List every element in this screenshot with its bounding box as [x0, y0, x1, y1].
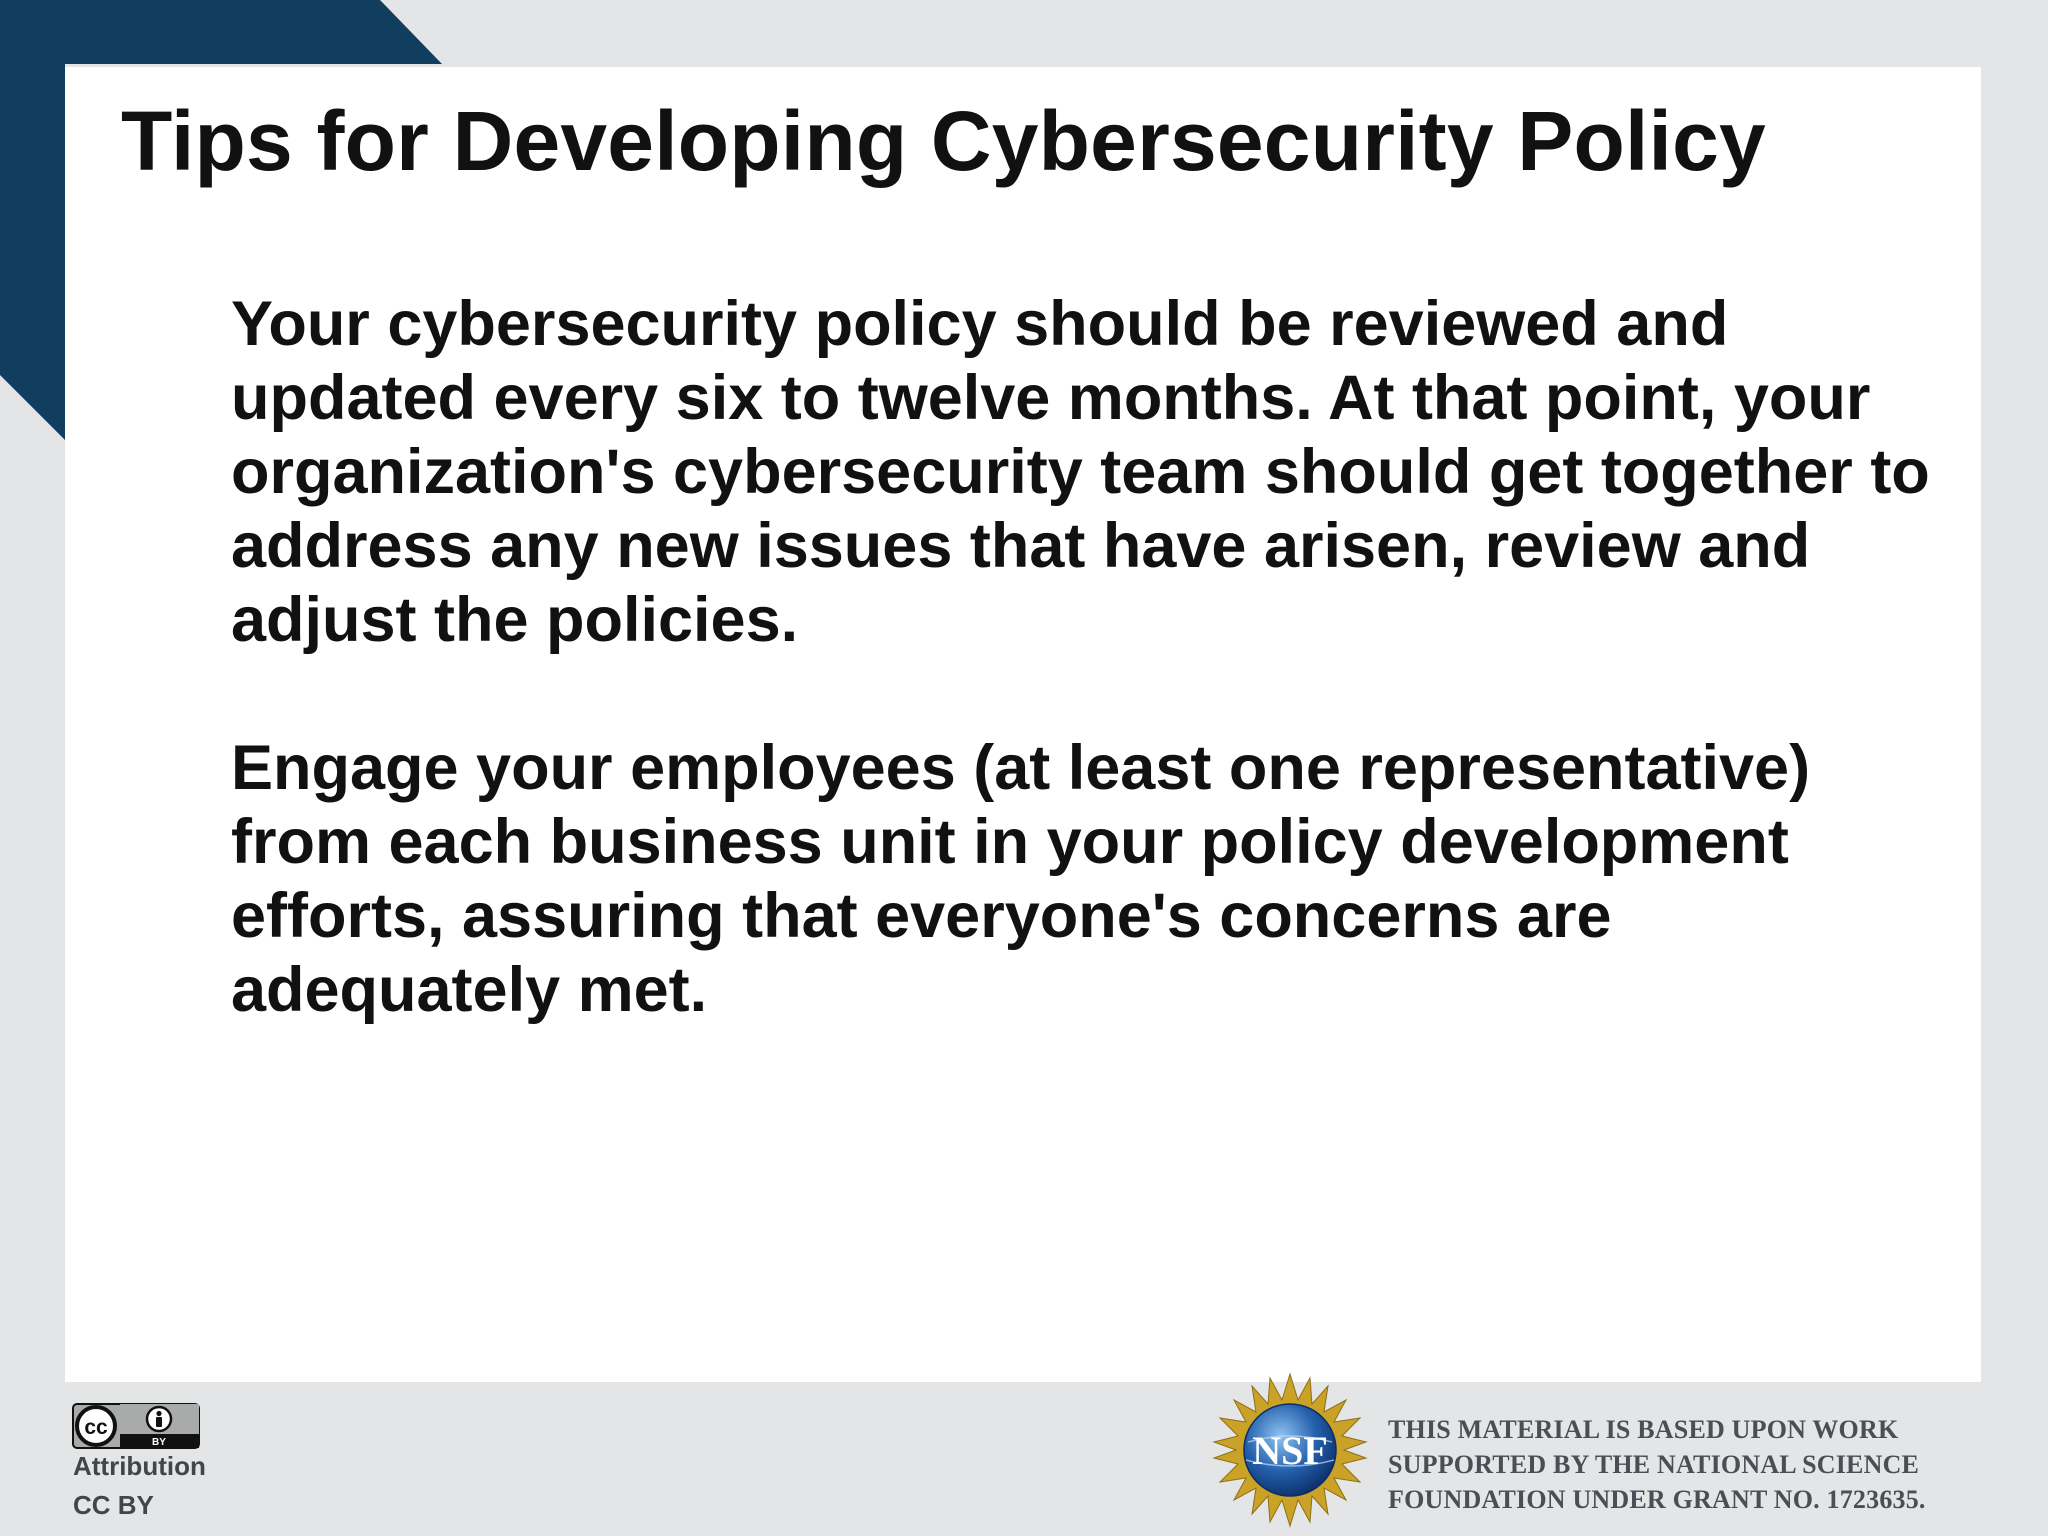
- nsf-logo-text: NSF: [1252, 1428, 1328, 1473]
- slide-body: [231, 287, 1941, 1101]
- nsf-logo-icon: [1210, 1370, 1370, 1530]
- grant-notice-line: SUPPORTED BY THE NATIONAL SCIENCE: [1388, 1450, 1920, 1479]
- cc-badge-cc-text: cc: [84, 1416, 108, 1439]
- cc-badge-by-text: BY: [152, 1437, 166, 1448]
- slide-title: Tips for Developing Cybersecurity Policy: [121, 94, 1766, 188]
- cc-by-license-icon: [72, 1403, 200, 1449]
- grant-notice-line: THIS MATERIAL IS BASED UPON WORK: [1388, 1415, 1899, 1444]
- grant-notice-line: FOUNDATION UNDER GRANT NO. 1723635.: [1388, 1485, 1926, 1514]
- license-attribution-label: Attribution: [73, 1451, 206, 1481]
- grant-notice: [1388, 1412, 1926, 1517]
- body-paragraph-review-schedule: Your cybersecurity policy should be reviewed and updated every six to twelve months. At that point, your organization's cybersecurity team should get together to address any new issues that have arisen, review and adjust the policies.: [231, 289, 1930, 655]
- slide-content-area: [65, 67, 1981, 1382]
- license-type-label: CC BY: [73, 1490, 154, 1520]
- body-paragraph-engage-employees: Engage your employees (at least one representative) from each business unit in your policy development efforts, assuring that everyone's concerns are adequately met.: [231, 733, 1811, 1025]
